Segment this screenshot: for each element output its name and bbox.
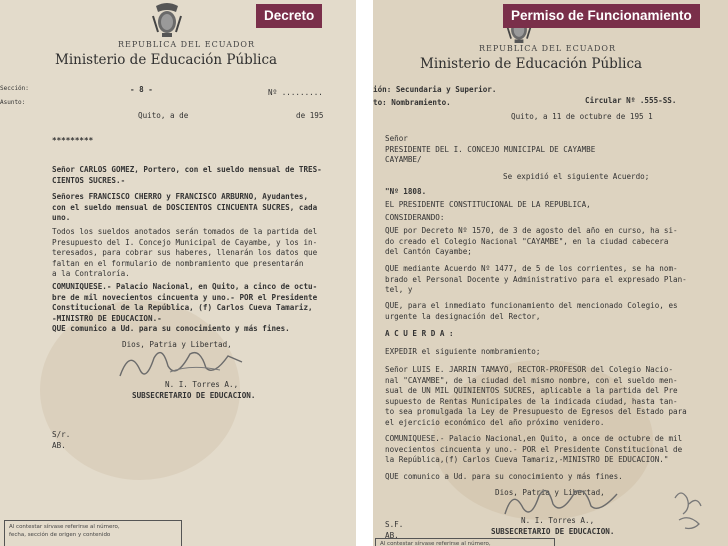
- signer-title: SUBSECRETARIO DE EDUCACION.: [132, 391, 256, 400]
- considerando-2: QUE mediante Acuerdo Nº 1477, de 5 de los corrientes, se ha nom- brado el Personal Docente y Administrativo para el expresado Plan- tel, y: [385, 264, 687, 295]
- asunto-line: to: Nombramiento.: [373, 98, 451, 107]
- footer-box: Al contestar sírvase referirse al número,: [375, 538, 555, 546]
- paragraph-assistants: Señores FRANCISCO CHERRO y FRANCISCO ARBURNO, Ayudantes, con el sueldo mensual de DOSCIENTOS CINCUENTA SUCRES, cada uno.: [52, 192, 318, 223]
- document-number-mark: - 8 -: [130, 85, 153, 94]
- circular-number: Circular Nº .555-SS.: [585, 96, 677, 105]
- decreto-page: [0, 0, 356, 546]
- handwritten-note: [669, 484, 709, 534]
- ministry-heading: Ministerio de Educación Pública: [55, 52, 278, 68]
- permiso-page: [373, 0, 728, 546]
- date-line: Quito, a 11 de octubre de 195 1: [511, 112, 653, 121]
- separator-stars: *********: [52, 136, 94, 145]
- considerando-1: QUE por Decreto Nº 1570, de 3 de agosto del año en curso, ha si- do creado el Colegio Nacional "CAYAMBE", en la ciudad cabecera del Cantón Cayambe;: [385, 226, 678, 257]
- seccion-label: Sección:: [0, 85, 29, 92]
- considerando-3: QUE, para el inmediato funcionamiento del mencionado Colegio, es urgente la designación del Rector,: [385, 301, 678, 321]
- signer-title: SUBSECRETARIO DE EDUCACION.: [491, 527, 615, 536]
- label-decreto: Decreto: [256, 4, 322, 28]
- comuniquese-paragraph: COMUNIQUESE.- Palacio Nacional,en Quito, a once de octubre de mil novecientos cincuenta y uno.- POR el Presidente Constitucional de la República,(f) Carlos Cueva Tamariz,-MINISTRO DE EDUCACION.": [385, 434, 683, 465]
- signature: [493, 484, 633, 520]
- paragraph-salaries: Todos los sueldos anotados serán tomados de la partida del Presupuesto del I. Concejo Municipal de Cayambe, y los in- teresados, para cobrar sus haberes, llenarán los datos que faltan en el formulario de nombramiento que presentarán a la Contraloría.: [52, 227, 318, 279]
- ministry-heading: Ministerio de Educación Pública: [420, 56, 643, 72]
- appointment-body: Señor LUIS E. JARRIN TAMAYO, RECTOR-PROFESOR del Colegio Nacio- nal "CAYAMBE", de la ciudad del mismo nombre, con el sueldo men- sual de UN MIL QUINIENTOS SUCRES, aplicable a la partida del Pre supuesto de Rentas Municipales de la indicada ciudad, hasta tan- to sea promulgada la Ley de Presupuesto de Egresos del Estado para el ejercicio económico del año próximo venidero.: [385, 365, 687, 427]
- asunto-label: Asunto:: [0, 99, 26, 106]
- republic-heading: REPUBLICA DEL ECUADOR: [118, 40, 255, 49]
- motto: Dios, Patria y Libertad,: [495, 488, 605, 497]
- president-line: EL PRESIDENTE CONSTITUCIONAL DE LA REPUBLICA,: [385, 200, 591, 209]
- place-date: Quito, a de: [138, 111, 189, 120]
- signer-name: N. I. Torres A.,: [521, 516, 595, 525]
- closing-line: QUE comunico a Ud. para su conocimiento y más fines.: [52, 324, 290, 333]
- paragraph-comuniquese: COMUNIQUESE.- Palacio Nacional, en Quito, a cinco de octu- bre de mil novecientos cincuenta y uno.- POR el Presidente Constitucional de la República, (f) Carlos Cueva Tamariz, -MINISTRO DE EDUCACION.-: [52, 282, 318, 323]
- addressee: Señor PRESIDENTE DEL I. CONCEJO MUNICIPAL DE CAYAMBE CAYAMBE/: [385, 134, 596, 165]
- ecuador-coat-of-arms-icon: [150, 2, 184, 38]
- seccion-line: ión: Secundaria y Superior.: [373, 85, 497, 94]
- initials: S/r. AB.: [52, 430, 71, 450]
- acuerda-heading: A C U E R D A :: [385, 329, 454, 338]
- signer-name: N. I. Torres A.,: [165, 380, 239, 389]
- footer-box: Al contestar sírvase referirse al número, fecha, sección de origen y contenido: [4, 520, 182, 546]
- considerando: CONSIDERANDO:: [385, 213, 445, 222]
- expidio-line: Se expidió el siguiente Acuerdo;: [503, 172, 650, 181]
- closing-line: QUE comunico a Ud. para su conocimiento y más fines.: [385, 472, 623, 481]
- document-number: Nº .........: [268, 88, 323, 97]
- year: de 195: [296, 111, 324, 120]
- paragraph-porter: Señor CARLOS GOMEZ, Portero, con el sueldo mensual de TRES- CIENTOS SUCRES.-: [52, 165, 322, 185]
- initials: S.F. AB.: [385, 520, 404, 540]
- label-permiso-de-funcionamiento: Permiso de Funcionamiento: [503, 4, 700, 28]
- signature: [110, 346, 260, 382]
- acuerdo-number: "Nº 1808.: [385, 187, 427, 196]
- motto: Dios, Patria y Libertad,: [122, 340, 232, 349]
- republic-heading: REPUBLICA DEL ECUADOR: [479, 44, 616, 53]
- expedir-line: EXPEDIR el siguiente nombramiento;: [385, 347, 541, 356]
